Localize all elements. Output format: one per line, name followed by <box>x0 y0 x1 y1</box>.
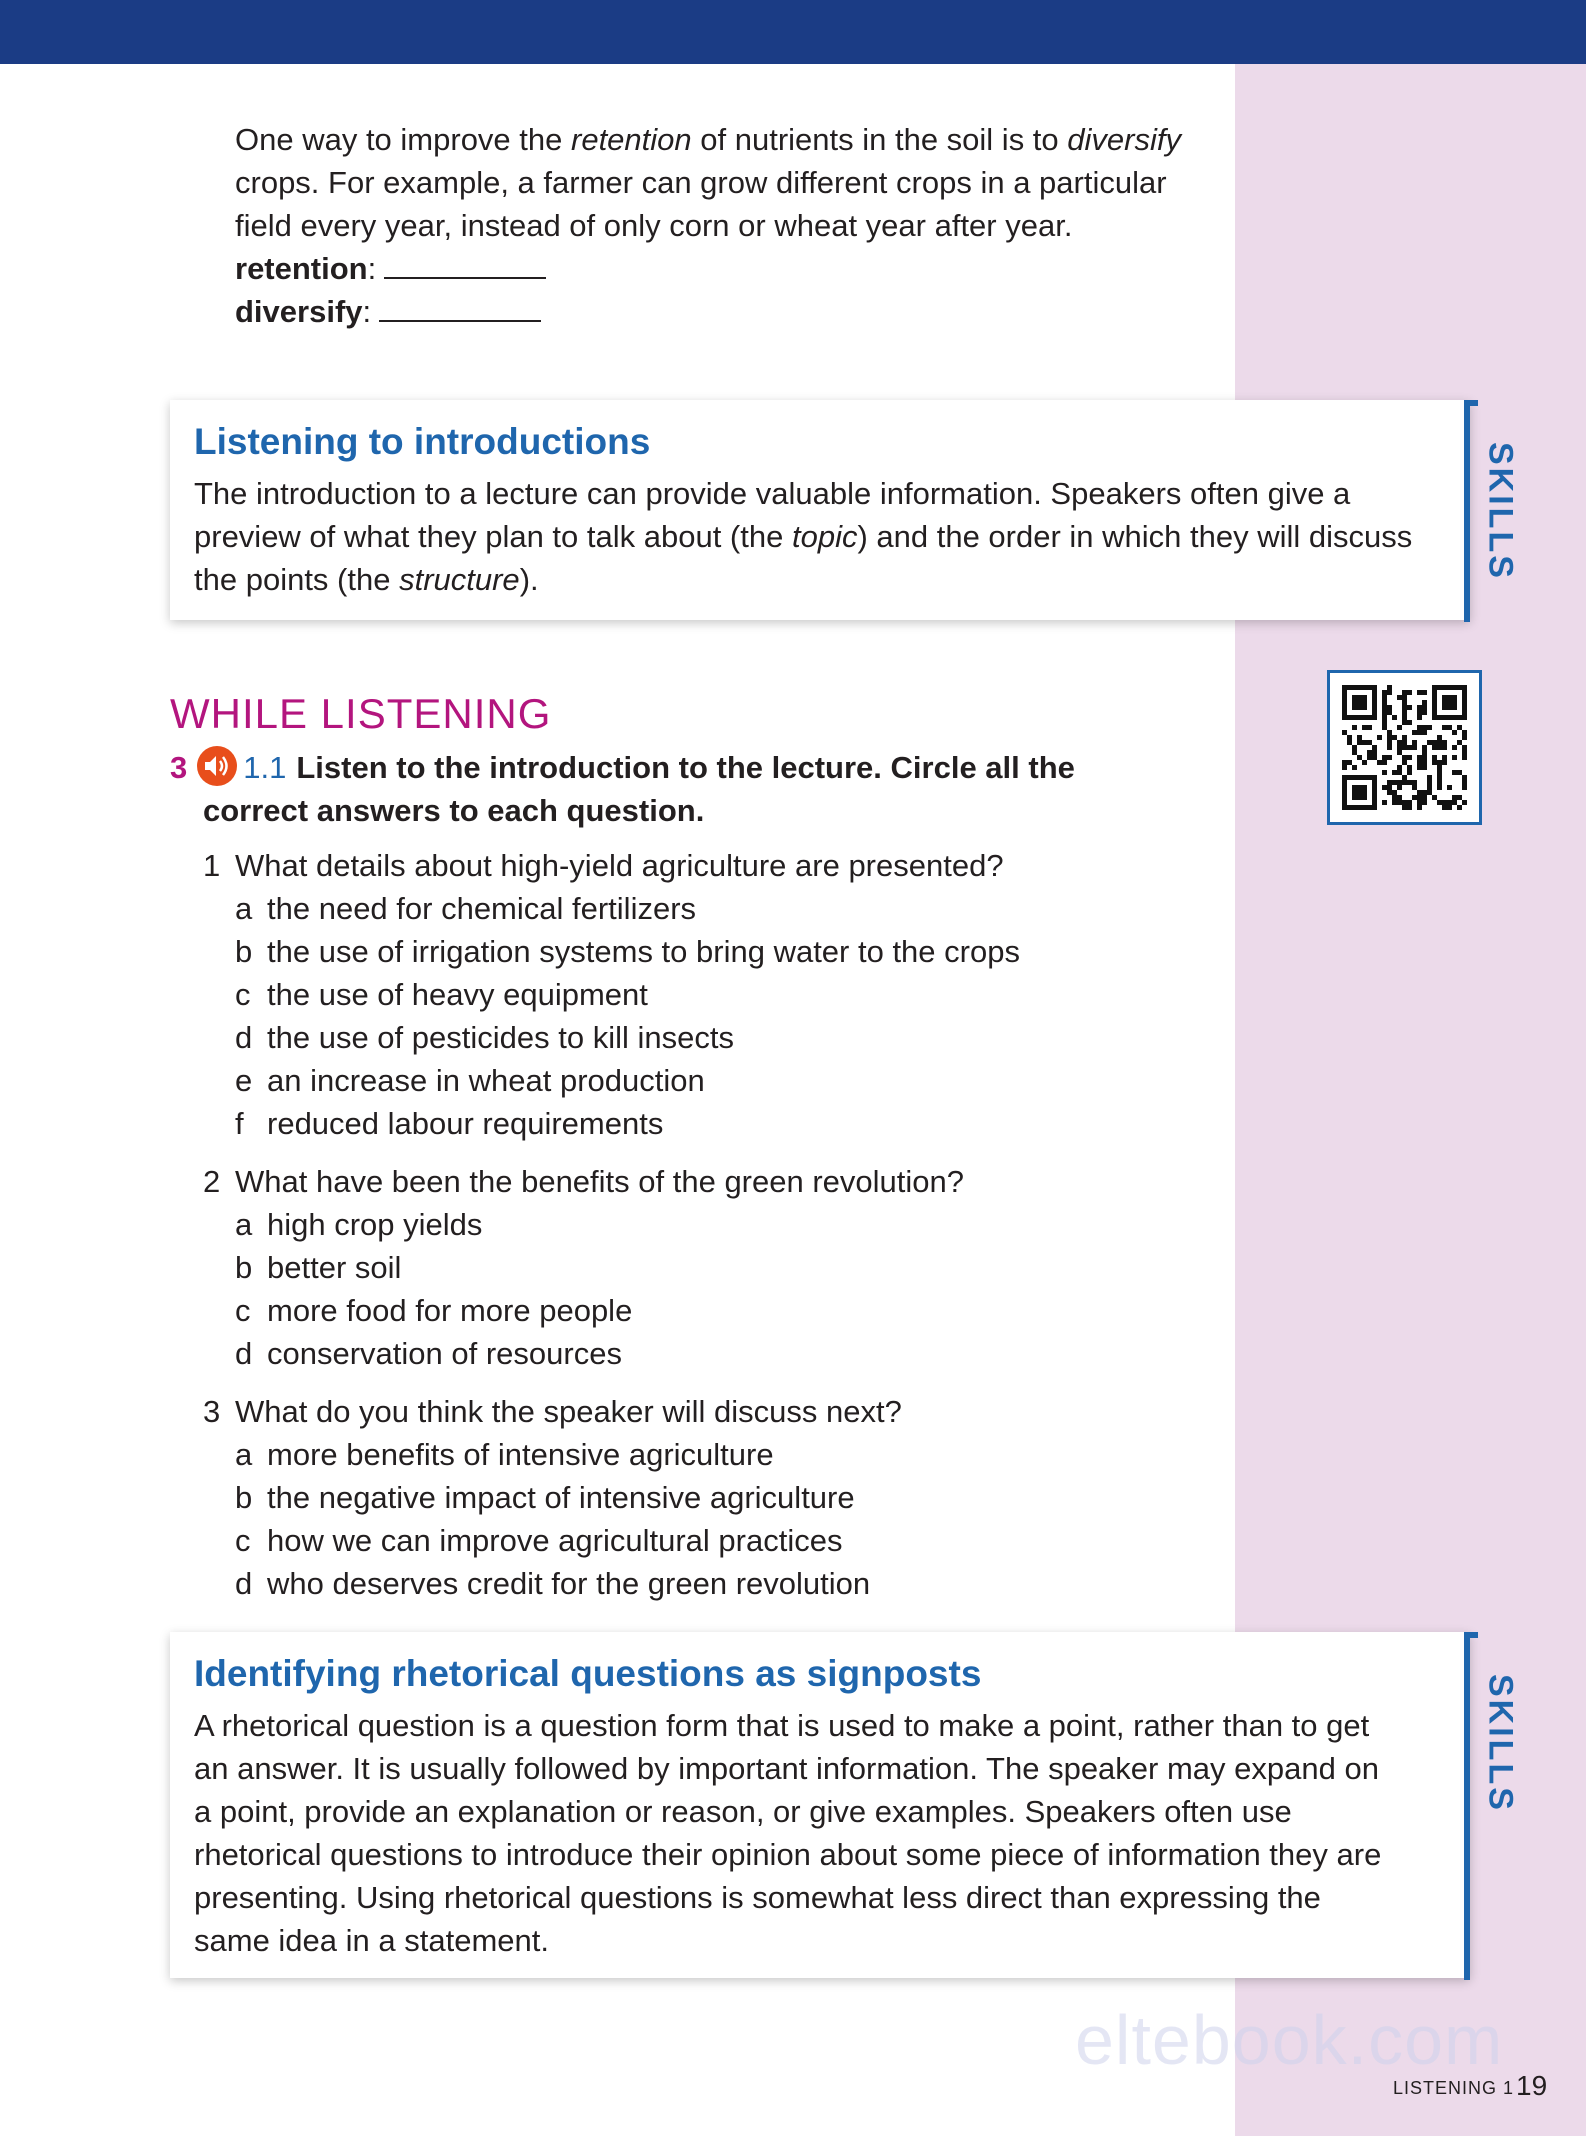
question-2 <box>203 1160 1203 1375</box>
answer-blank[interactable] <box>384 255 546 279</box>
question-text: What have been the benefits of the green revolution? <box>235 1164 964 1199</box>
skills-tag: SKILLS <box>1481 441 1520 581</box>
answer-option[interactable]: f reduced labour requirements <box>235 1106 664 1141</box>
answer-blank[interactable] <box>379 298 541 322</box>
question-number: 3 <box>203 1394 221 1429</box>
skills-box-title: Listening to introductions <box>194 421 651 462</box>
question-1 <box>203 844 1203 1145</box>
vocab-item-retention: retention: <box>235 247 1215 290</box>
exercise-number: 3 <box>170 750 188 785</box>
exercise-instruction <box>170 746 1170 789</box>
page-number: 19 <box>1516 2070 1548 2101</box>
top-color-bar <box>0 0 1586 64</box>
skills-box-text: The introduction to a lecture can provide valuable information. Speakers often give a preview of what they plan to talk about (the topic) and the order in which they will discuss the points (the structure). <box>194 476 1413 597</box>
answer-option[interactable]: e an increase in wheat production <box>235 1063 705 1098</box>
answer-option[interactable]: d the use of pesticides to kill insects <box>235 1020 734 1055</box>
qr-code-icon <box>1330 673 1479 822</box>
vocab-item-diversify: diversify: <box>235 290 1215 333</box>
footer-section-label: LISTENING 1 <box>1393 2078 1515 2098</box>
instruction-text-continued: correct answers to each question. <box>203 793 705 828</box>
skills-rule <box>1464 1632 1470 1980</box>
answer-option[interactable]: d who deserves credit for the green revolution <box>235 1566 871 1601</box>
qr-code[interactable] <box>1327 670 1482 825</box>
question-number: 2 <box>203 1164 221 1199</box>
skills-rule <box>1464 400 1470 622</box>
vocab-paragraph <box>235 118 1215 333</box>
question-text: What details about high-yield agriculture are presented? <box>235 848 1004 883</box>
vocab-paragraph-text: One way to improve the retention of nutrients in the soil is to diversify crops. For example, a farmer can grow different crops in a particular field every year, instead of only corn or wheat year after year. <box>235 122 1181 243</box>
answer-option[interactable]: a the need for chemical fertilizers <box>235 891 697 926</box>
answer-option[interactable]: b the negative impact of intensive agriculture <box>235 1480 855 1515</box>
question-number: 1 <box>203 848 221 883</box>
answer-option[interactable]: c how we can improve agricultural practices <box>235 1523 843 1558</box>
question-text: What do you think the speaker will discuss next? <box>235 1394 902 1429</box>
audio-play-icon[interactable] <box>197 746 237 786</box>
section-title: WHILE LISTENING <box>170 690 552 737</box>
skills-box-title: Identifying rhetorical questions as signposts <box>194 1653 982 1694</box>
answer-option[interactable]: b better soil <box>235 1250 402 1285</box>
skills-box-text: A rhetorical question is a question form that is used to make a point, rather than to get an answer. It is usually followed by important information. The speaker may expand on a point, provide an explanation or reason, or give examples. Speakers often use rhetorical questions to introduce their opinion about some piece of information they are presenting. Using rhetorical questions is somewhat less direct than expressing the same idea in a statement. <box>194 1708 1382 1958</box>
vocab-term: retention <box>235 251 368 286</box>
answer-option[interactable]: c the use of heavy equipment <box>235 977 648 1012</box>
skills-box-listening-introductions <box>170 400 1470 620</box>
skills-tag: SKILLS <box>1481 1673 1520 1813</box>
vocab-term: diversify <box>235 294 363 329</box>
answer-option[interactable]: c more food for more people <box>235 1293 633 1328</box>
question-3 <box>203 1390 1203 1605</box>
answer-option[interactable]: b the use of irrigation systems to bring water to the crops <box>235 934 1020 969</box>
instruction-text: Listen to the introduction to the lecture. Circle all the <box>296 750 1075 785</box>
answer-option[interactable]: a more benefits of intensive agriculture <box>235 1437 774 1472</box>
answer-option[interactable]: a high crop yields <box>235 1207 483 1242</box>
skills-box-rhetorical-questions <box>170 1632 1470 1978</box>
watermark: eltebook.com <box>1075 2001 1504 2079</box>
audio-track-number[interactable]: 1.1 <box>243 750 287 785</box>
answer-option[interactable]: d conservation of resources <box>235 1336 622 1371</box>
